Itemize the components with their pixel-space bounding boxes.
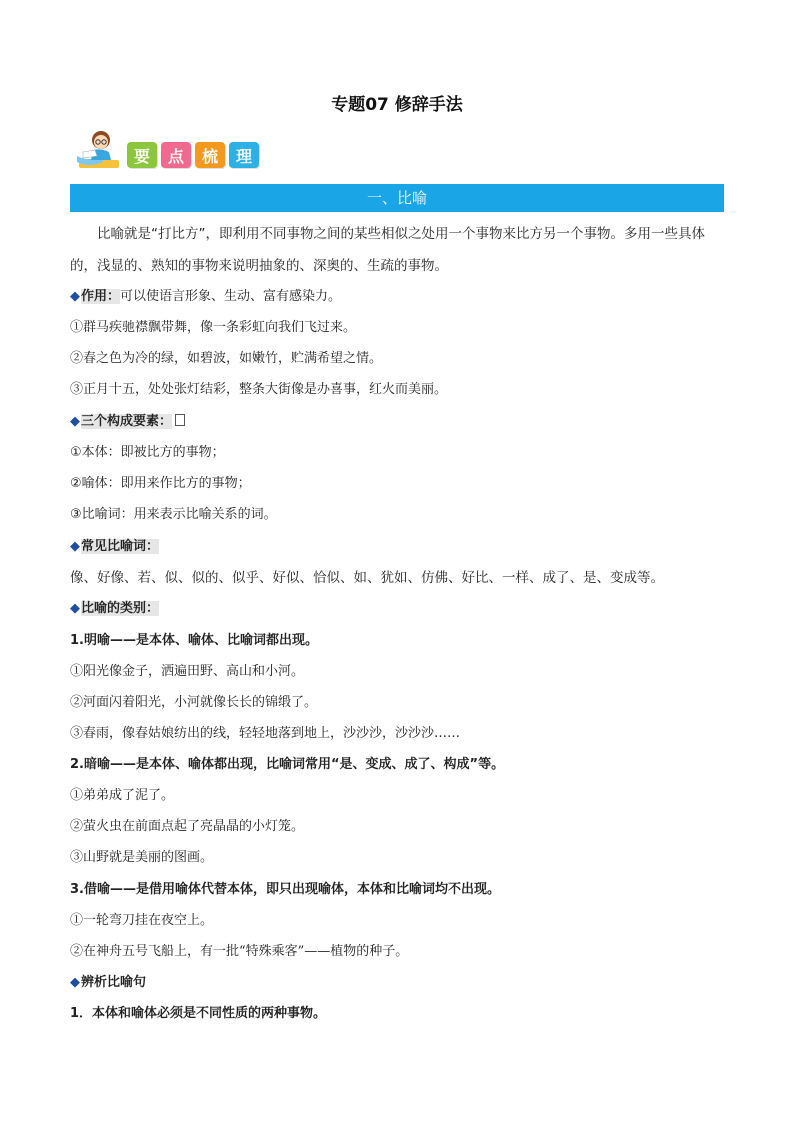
elements-head-label: 三个构成要素： <box>81 414 173 429</box>
effect-head-rest: 可以使语言形象、生动、富有感染力。 <box>120 289 342 304</box>
elements-heading <box>70 410 730 429</box>
list-item: ③山野就是美丽的图画。 <box>70 850 214 865</box>
list-item: ①群马疾驰襟飘带舞，像一条彩虹向我们飞过来。 <box>70 320 357 335</box>
diamond-bullet-icon: ◆ <box>70 975 80 990</box>
common-words-heading <box>70 535 730 554</box>
list-item: ②河面闪着阳光，小河就像长长的锦缎了。 <box>70 695 318 710</box>
effect-heading <box>70 285 730 304</box>
logo-tile: 理 <box>229 142 259 168</box>
list-item: ①一轮弯刀挂在夜空上。 <box>70 913 214 928</box>
analysis-item: 1．本体和喻体必须是不同性质的两种事物。 <box>70 1006 327 1021</box>
section-logo <box>75 126 260 174</box>
list-item: ①本体：即被比方的事物； <box>70 445 225 460</box>
list-item: ③比喻词：用来表示比喻关系的词。 <box>70 507 277 522</box>
diamond-bullet-icon: ◆ <box>70 601 80 616</box>
list-item: ①阳光像金子，洒遍田野、高山和小河。 <box>70 664 305 679</box>
diamond-bullet-icon: ◆ <box>70 539 80 554</box>
intro-paragraph: 比喻就是“打比方”，即利用不同事物之间的某些相似之处用一个事物来比方另一个事物。多用一些具体的，浅显的、熟知的事物来说明抽象的、深奥的、生疏的事物。 <box>70 226 705 274</box>
diamond-bullet-icon: ◆ <box>70 289 80 304</box>
page-title: 专题07 修辞手法 <box>331 95 463 115</box>
list-item: ①弟弟成了泥了。 <box>70 788 175 803</box>
effect-head-label: 作用： <box>81 289 121 304</box>
list-item: ②喻体：即用来作比方的事物； <box>70 476 251 491</box>
types-head-label: 比喻的类别： <box>81 601 160 616</box>
logo-tile: 要 <box>127 142 157 168</box>
common-words-text: 像、好像、若、似、似的、似乎、好似、恰似、如、犹如、仿佛、好比、一样、成了、是、变成等。 <box>70 570 664 586</box>
common-words-head-label: 常见比喻词： <box>81 539 160 554</box>
logo-tile: 点 <box>161 142 191 168</box>
section-banner: 一、比喻 <box>70 184 724 212</box>
analysis-heading <box>70 971 730 990</box>
simile-type-label: 1.明喻——是本体、喻体、比喻词都出现。 <box>70 633 318 648</box>
diamond-bullet-icon: ◆ <box>70 414 80 429</box>
student-reading-icon <box>75 126 123 174</box>
placeholder-box-icon <box>175 414 185 426</box>
list-item: ③春雨，像春姑娘纺出的线，轻轻地落到地上，沙沙沙，沙沙沙…… <box>70 726 461 741</box>
analysis-head-label: 辨析比喻句 <box>81 975 147 990</box>
list-item: ②春之色为冷的绿，如碧波，如嫩竹，贮满希望之情。 <box>70 351 383 366</box>
logo-tile: 梳 <box>195 142 225 168</box>
metaphor-type-label: 2.暗喻——是本体、喻体都出现，比喻词常用“是、变成、成了、构成”等。 <box>70 757 505 772</box>
list-item: ②萤火虫在前面点起了亮晶晶的小灯笼。 <box>70 819 305 834</box>
list-item: ②在神舟五号飞船上，有一批“特殊乘客”——植物的种子。 <box>70 944 409 959</box>
logo-tiles <box>127 142 259 168</box>
types-heading <box>70 597 730 616</box>
list-item: ③正月十五，处处张灯结彩，整条大街像是办喜事，红火而美丽。 <box>70 382 448 397</box>
borrowed-metaphor-type-label: 3.借喻——是借用喻体代替本体，即只出现喻体，本体和比喻词均不出现。 <box>70 882 500 897</box>
